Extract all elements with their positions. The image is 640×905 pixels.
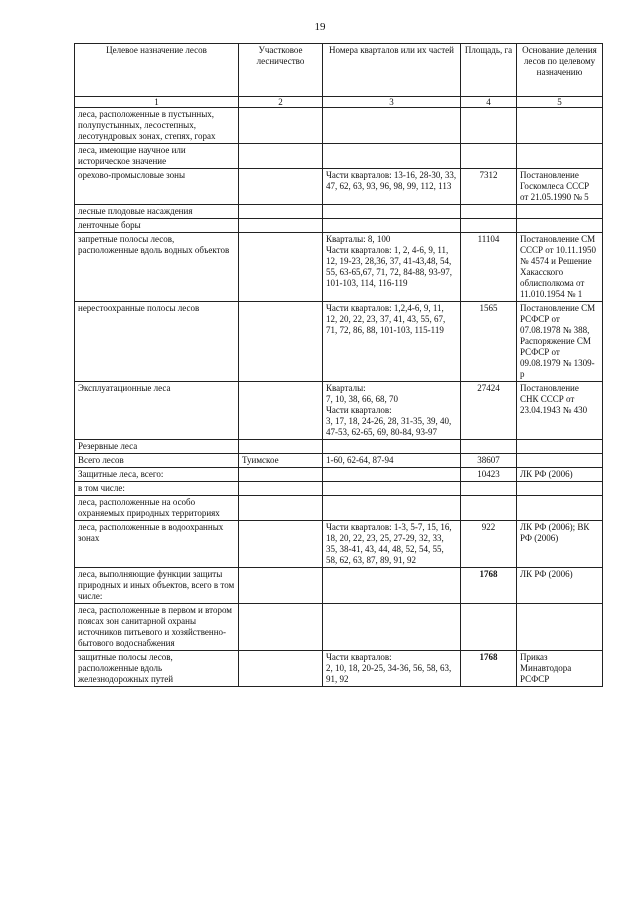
cell-quarters xyxy=(323,496,461,521)
column-number: 3 xyxy=(323,97,461,108)
header-forestry: Участковое лесничество xyxy=(239,44,323,97)
cell-purpose: Всего лесов xyxy=(75,454,239,468)
cell-basis: Постановление СНК СССР от 23.04.1943 № 430 xyxy=(517,382,603,440)
table-row xyxy=(75,521,603,568)
cell-quarters xyxy=(323,440,461,454)
cell-forestry xyxy=(239,382,323,440)
table-row xyxy=(75,568,603,604)
cell-area xyxy=(461,108,517,144)
table-row xyxy=(75,302,603,382)
cell-purpose: леса, расположенные на особо охраняемых природных территориях xyxy=(75,496,239,521)
cell-quarters: Части кварталов: 13-16, 28-30, 33, 47, 62, 63, 93, 96, 98, 99, 112, 113 xyxy=(323,169,461,205)
cell-quarters: Части кварталов: 1-3, 5-7, 15, 16, 18, 20, 22, 23, 25, 27-29, 32, 33, 35, 38-41, 43, 44, 48, 52, 54, 55, 58, 62, 63, 87, 89, 91, 92 xyxy=(323,521,461,568)
cell-quarters: Части кварталов: 1,2,4-6, 9, 11, 12, 20, 22, 23, 37, 41, 43, 55, 67, 71, 72, 86, 88, 101-103, 115-119 xyxy=(323,302,461,382)
table-row xyxy=(75,468,603,482)
cell-forestry: Туимское xyxy=(239,454,323,468)
cell-purpose: защитные полосы лесов, расположенные вдоль железнодорожных путей xyxy=(75,651,239,687)
cell-purpose: лесные плодовые насаждения xyxy=(75,205,239,219)
cell-basis: Постановление СМ РСФСР от 07.08.1978 № 388, Распоряжение СМ РСФСР от 09.08.1979 № 1309-р xyxy=(517,302,603,382)
cell-area: 27424 xyxy=(461,382,517,440)
cell-purpose: леса, расположенные в водоохранных зонах xyxy=(75,521,239,568)
cell-forestry xyxy=(239,205,323,219)
cell-purpose: запретные полосы лесов, расположенные вдоль водных объектов xyxy=(75,233,239,302)
column-number: 5 xyxy=(517,97,603,108)
cell-purpose: леса, имеющие научное или историческое значение xyxy=(75,144,239,169)
header-purpose: Целевое назначение лесов xyxy=(75,44,239,97)
table-header-row xyxy=(75,44,603,97)
cell-basis xyxy=(517,604,603,651)
cell-purpose: леса, расположенные в пустынных, полупустынных, лесостепных, лесотундровых зонах, степях, горах xyxy=(75,108,239,144)
cell-quarters: Кварталы: 7, 10, 38, 66, 68, 70 Части кварталов: 3, 17, 18, 24-26, 28, 31-35, 39, 40, 47-53, 62-65, 69, 80-84, 93-97 xyxy=(323,382,461,440)
cell-area: 1768 xyxy=(461,568,517,604)
cell-forestry xyxy=(239,108,323,144)
cell-area: 11104 xyxy=(461,233,517,302)
cell-basis xyxy=(517,482,603,496)
table-row xyxy=(75,382,603,440)
table-row xyxy=(75,440,603,454)
column-number: 2 xyxy=(239,97,323,108)
cell-area: 38607 xyxy=(461,454,517,468)
cell-forestry xyxy=(239,144,323,169)
cell-forestry xyxy=(239,496,323,521)
cell-forestry xyxy=(239,521,323,568)
cell-basis xyxy=(517,219,603,233)
cell-area xyxy=(461,144,517,169)
cell-basis xyxy=(517,496,603,521)
table-row xyxy=(75,454,603,468)
cell-basis: Приказ Минавтодора РСФСР xyxy=(517,651,603,687)
column-number: 4 xyxy=(461,97,517,108)
table-row xyxy=(75,604,603,651)
cell-purpose: ленточные боры xyxy=(75,219,239,233)
cell-forestry xyxy=(239,440,323,454)
cell-area: 922 xyxy=(461,521,517,568)
page-number: 19 xyxy=(314,21,326,33)
table-row xyxy=(75,233,603,302)
column-number-row xyxy=(75,97,603,108)
cell-purpose: нерестоохранные полосы лесов xyxy=(75,302,239,382)
cell-basis xyxy=(517,108,603,144)
cell-area xyxy=(461,205,517,219)
cell-purpose: Резервные леса xyxy=(75,440,239,454)
cell-quarters: 1-60, 62-64, 87-94 xyxy=(323,454,461,468)
cell-quarters: Кварталы: 8, 100 Части кварталов: 1, 2, 4-6, 9, 11, 12, 19-23, 28,36, 37, 41-43,48, 54, 55, 63-65,67, 71, 72, 84-88, 93-97, 101-103, 114, 116-119 xyxy=(323,233,461,302)
cell-quarters xyxy=(323,468,461,482)
table-row xyxy=(75,205,603,219)
cell-forestry xyxy=(239,651,323,687)
cell-quarters xyxy=(323,144,461,169)
cell-basis: Постановление Госкомлеса СССР от 21.05.1990 № 5 xyxy=(517,169,603,205)
cell-forestry xyxy=(239,568,323,604)
cell-basis xyxy=(517,454,603,468)
table-row xyxy=(75,219,603,233)
cell-quarters xyxy=(323,482,461,496)
cell-area xyxy=(461,440,517,454)
cell-area xyxy=(461,219,517,233)
header-area: Площадь, га xyxy=(461,44,517,97)
cell-area xyxy=(461,496,517,521)
cell-quarters xyxy=(323,604,461,651)
cell-area: 1768 xyxy=(461,651,517,687)
cell-purpose: Эксплуатационные леса xyxy=(75,382,239,440)
cell-forestry xyxy=(239,219,323,233)
table-row xyxy=(75,651,603,687)
header-quarters: Номера кварталов или их частей xyxy=(323,44,461,97)
cell-forestry xyxy=(239,468,323,482)
table-row xyxy=(75,169,603,205)
cell-basis: Постановление СМ СССР от 10.11.1950 № 4574 и Решение Хакасского облисполкома от 11.010.1954 № 1 xyxy=(517,233,603,302)
cell-area xyxy=(461,482,517,496)
cell-basis: ЛК РФ (2006); ВК РФ (2006) xyxy=(517,521,603,568)
cell-basis: ЛК РФ (2006) xyxy=(517,568,603,604)
cell-forestry xyxy=(239,604,323,651)
cell-quarters xyxy=(323,568,461,604)
cell-area: 7312 xyxy=(461,169,517,205)
cell-basis xyxy=(517,205,603,219)
cell-purpose: леса, выполняющие функции защиты природных и иных объектов, всего в том числе: xyxy=(75,568,239,604)
table-row xyxy=(75,108,603,144)
cell-purpose: Защитные леса, всего: xyxy=(75,468,239,482)
cell-area: 1565 xyxy=(461,302,517,382)
cell-basis: ЛК РФ (2006) xyxy=(517,468,603,482)
cell-basis xyxy=(517,144,603,169)
cell-purpose: леса, расположенные в первом и втором поясах зон санитарной охраны источников питьевого и хозяйственно-бытового водоснабжения xyxy=(75,604,239,651)
cell-forestry xyxy=(239,302,323,382)
cell-purpose: орехово-промысловые зоны xyxy=(75,169,239,205)
cell-basis xyxy=(517,440,603,454)
table-row xyxy=(75,482,603,496)
header-basis: Основание деления лесов по целевому назначению xyxy=(517,44,603,97)
cell-area xyxy=(461,604,517,651)
cell-quarters xyxy=(323,219,461,233)
table-row xyxy=(75,496,603,521)
cell-forestry xyxy=(239,482,323,496)
cell-area: 10423 xyxy=(461,468,517,482)
table-row xyxy=(75,144,603,169)
cell-quarters: Части кварталов: 2, 10, 18, 20-25, 34-36, 56, 58, 63, 91, 92 xyxy=(323,651,461,687)
cell-quarters xyxy=(323,108,461,144)
cell-forestry xyxy=(239,169,323,205)
cell-quarters xyxy=(323,205,461,219)
forest-purpose-table xyxy=(74,43,603,687)
cell-forestry xyxy=(239,233,323,302)
cell-purpose: в том числе: xyxy=(75,482,239,496)
column-number: 1 xyxy=(75,97,239,108)
